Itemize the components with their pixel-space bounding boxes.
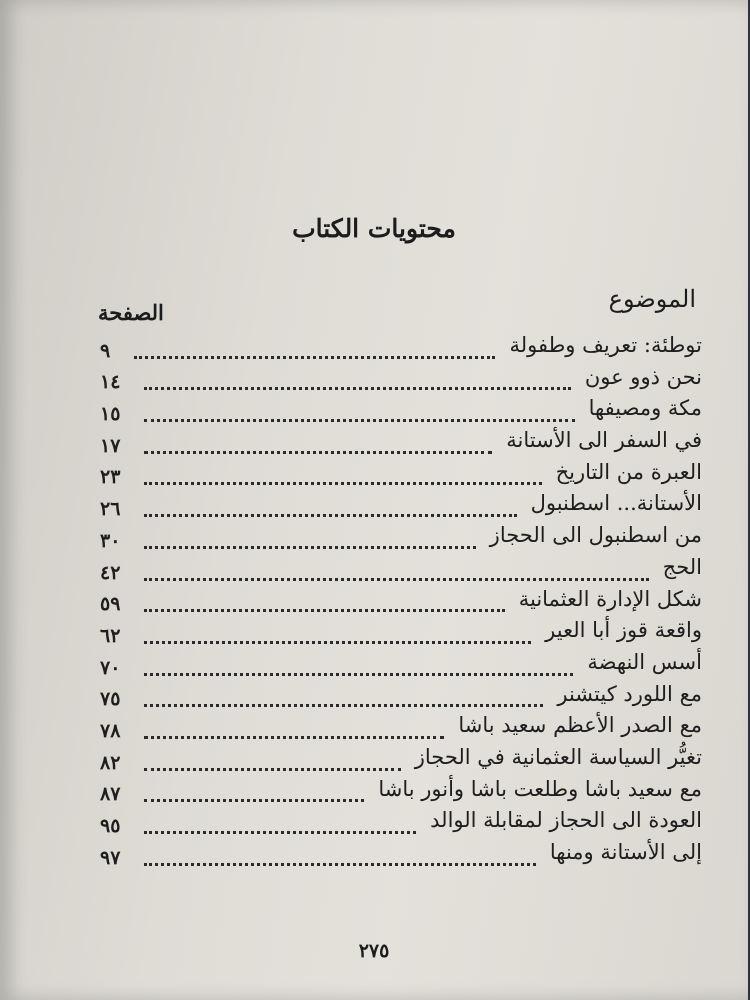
toc-entry-title: مع اللورد كيتشنر [557,681,702,706]
toc-entry-title: العبرة من التاريخ [555,459,702,484]
dot-leader [144,578,649,581]
toc-entry-title: أسس النهضة [587,649,702,674]
dot-leader [144,641,531,644]
toc-entry-title: في السفر الى الأستانة [506,428,702,453]
page-title: محتويات الكتاب [292,214,456,243]
page-number: ٢٧٥ [358,940,390,962]
toc-entry [100,395,702,427]
toc-entry-title: من اسطنبول الى الحجاز [489,523,702,548]
subject-column-header: الموضوع [608,285,696,313]
toc-entry [100,617,702,649]
toc-entry-title: نحن ذوو عون [584,364,702,389]
toc-entry-title: الأستانة... اسطنبول [530,491,702,516]
dot-leader [134,356,495,359]
toc-entry-page: ٨٢ [100,751,121,774]
dot-leader [144,863,536,866]
toc-entry-title: واقعة قوز أبا العير [545,618,702,643]
toc-entry [100,490,702,522]
toc-entry-title: مع سعيد باشا وطلعت باشا وأنور باشا [378,776,702,801]
toc-entry [100,459,702,491]
toc-entry-page: ٩ [100,339,111,362]
dot-leader [144,482,542,485]
toc-entry-page: ٩٧ [100,846,121,869]
toc-entry-title: تغيُّر السياسة العثمانية في الحجاز [414,744,702,769]
toc-entry-page: ٧٥ [100,688,121,711]
dot-leader [144,736,444,739]
toc-entry-title: إلى الأستانة ومنها [549,840,702,864]
toc-entry [100,332,702,364]
dot-leader [144,419,575,422]
toc-entry-page: ٧٠ [100,656,121,679]
toc-entry-page: ٦٢ [100,624,121,647]
toc-entry-title: توطئة: تعريف وطفولة [509,333,702,357]
toc-entry [100,839,702,871]
toc-entry-page: ١٧ [100,434,121,457]
toc-entry-page: ٧٨ [100,719,121,742]
toc-entry [100,364,702,396]
dot-leader [144,546,476,549]
toc-entry-title: العودة الى الحجاز لمقابلة الوالد [430,808,702,833]
dot-leader [144,673,573,676]
toc-entry-title: الحج [662,554,702,579]
toc-entry [100,649,702,681]
dot-leader [144,799,364,802]
toc-entry-page: ٩٥ [100,815,121,837]
dot-leader [144,609,505,612]
toc-entry-title: شكل الإدارة العثمانية [518,586,702,611]
toc-entry-page: ٢٣ [100,466,121,489]
toc-entry [100,744,702,776]
toc-entry-title: مكة ومصيفها [588,396,702,421]
toc-entry-title: مع الصدر الأعظم سعيد باشا [458,713,702,738]
toc-entry [100,807,702,839]
toc-entry [100,427,702,459]
dot-leader [144,451,492,454]
toc-entry-page: ٣٠ [100,529,121,552]
dot-leader [144,831,416,834]
dot-leader [144,514,517,517]
dot-leader [144,768,401,771]
toc-entry-page: ١٥ [100,403,121,426]
toc-entry [100,586,702,618]
toc-entry-page: ٨٧ [100,783,121,806]
dot-leader [144,704,543,707]
toc-entry [100,681,702,713]
table-of-contents [100,332,702,871]
toc-entry [100,554,702,586]
toc-entry-page: ٥٩ [100,593,121,616]
toc-entry [100,522,702,554]
page-column-header: الصفحة [98,300,164,325]
toc-entry-page: ٢٦ [100,498,121,521]
toc-entry [100,776,702,808]
toc-entry-page: ١٤ [100,371,121,394]
dot-leader [144,387,571,390]
toc-entry [100,712,702,744]
toc-entry-page: ٤٢ [100,561,121,584]
